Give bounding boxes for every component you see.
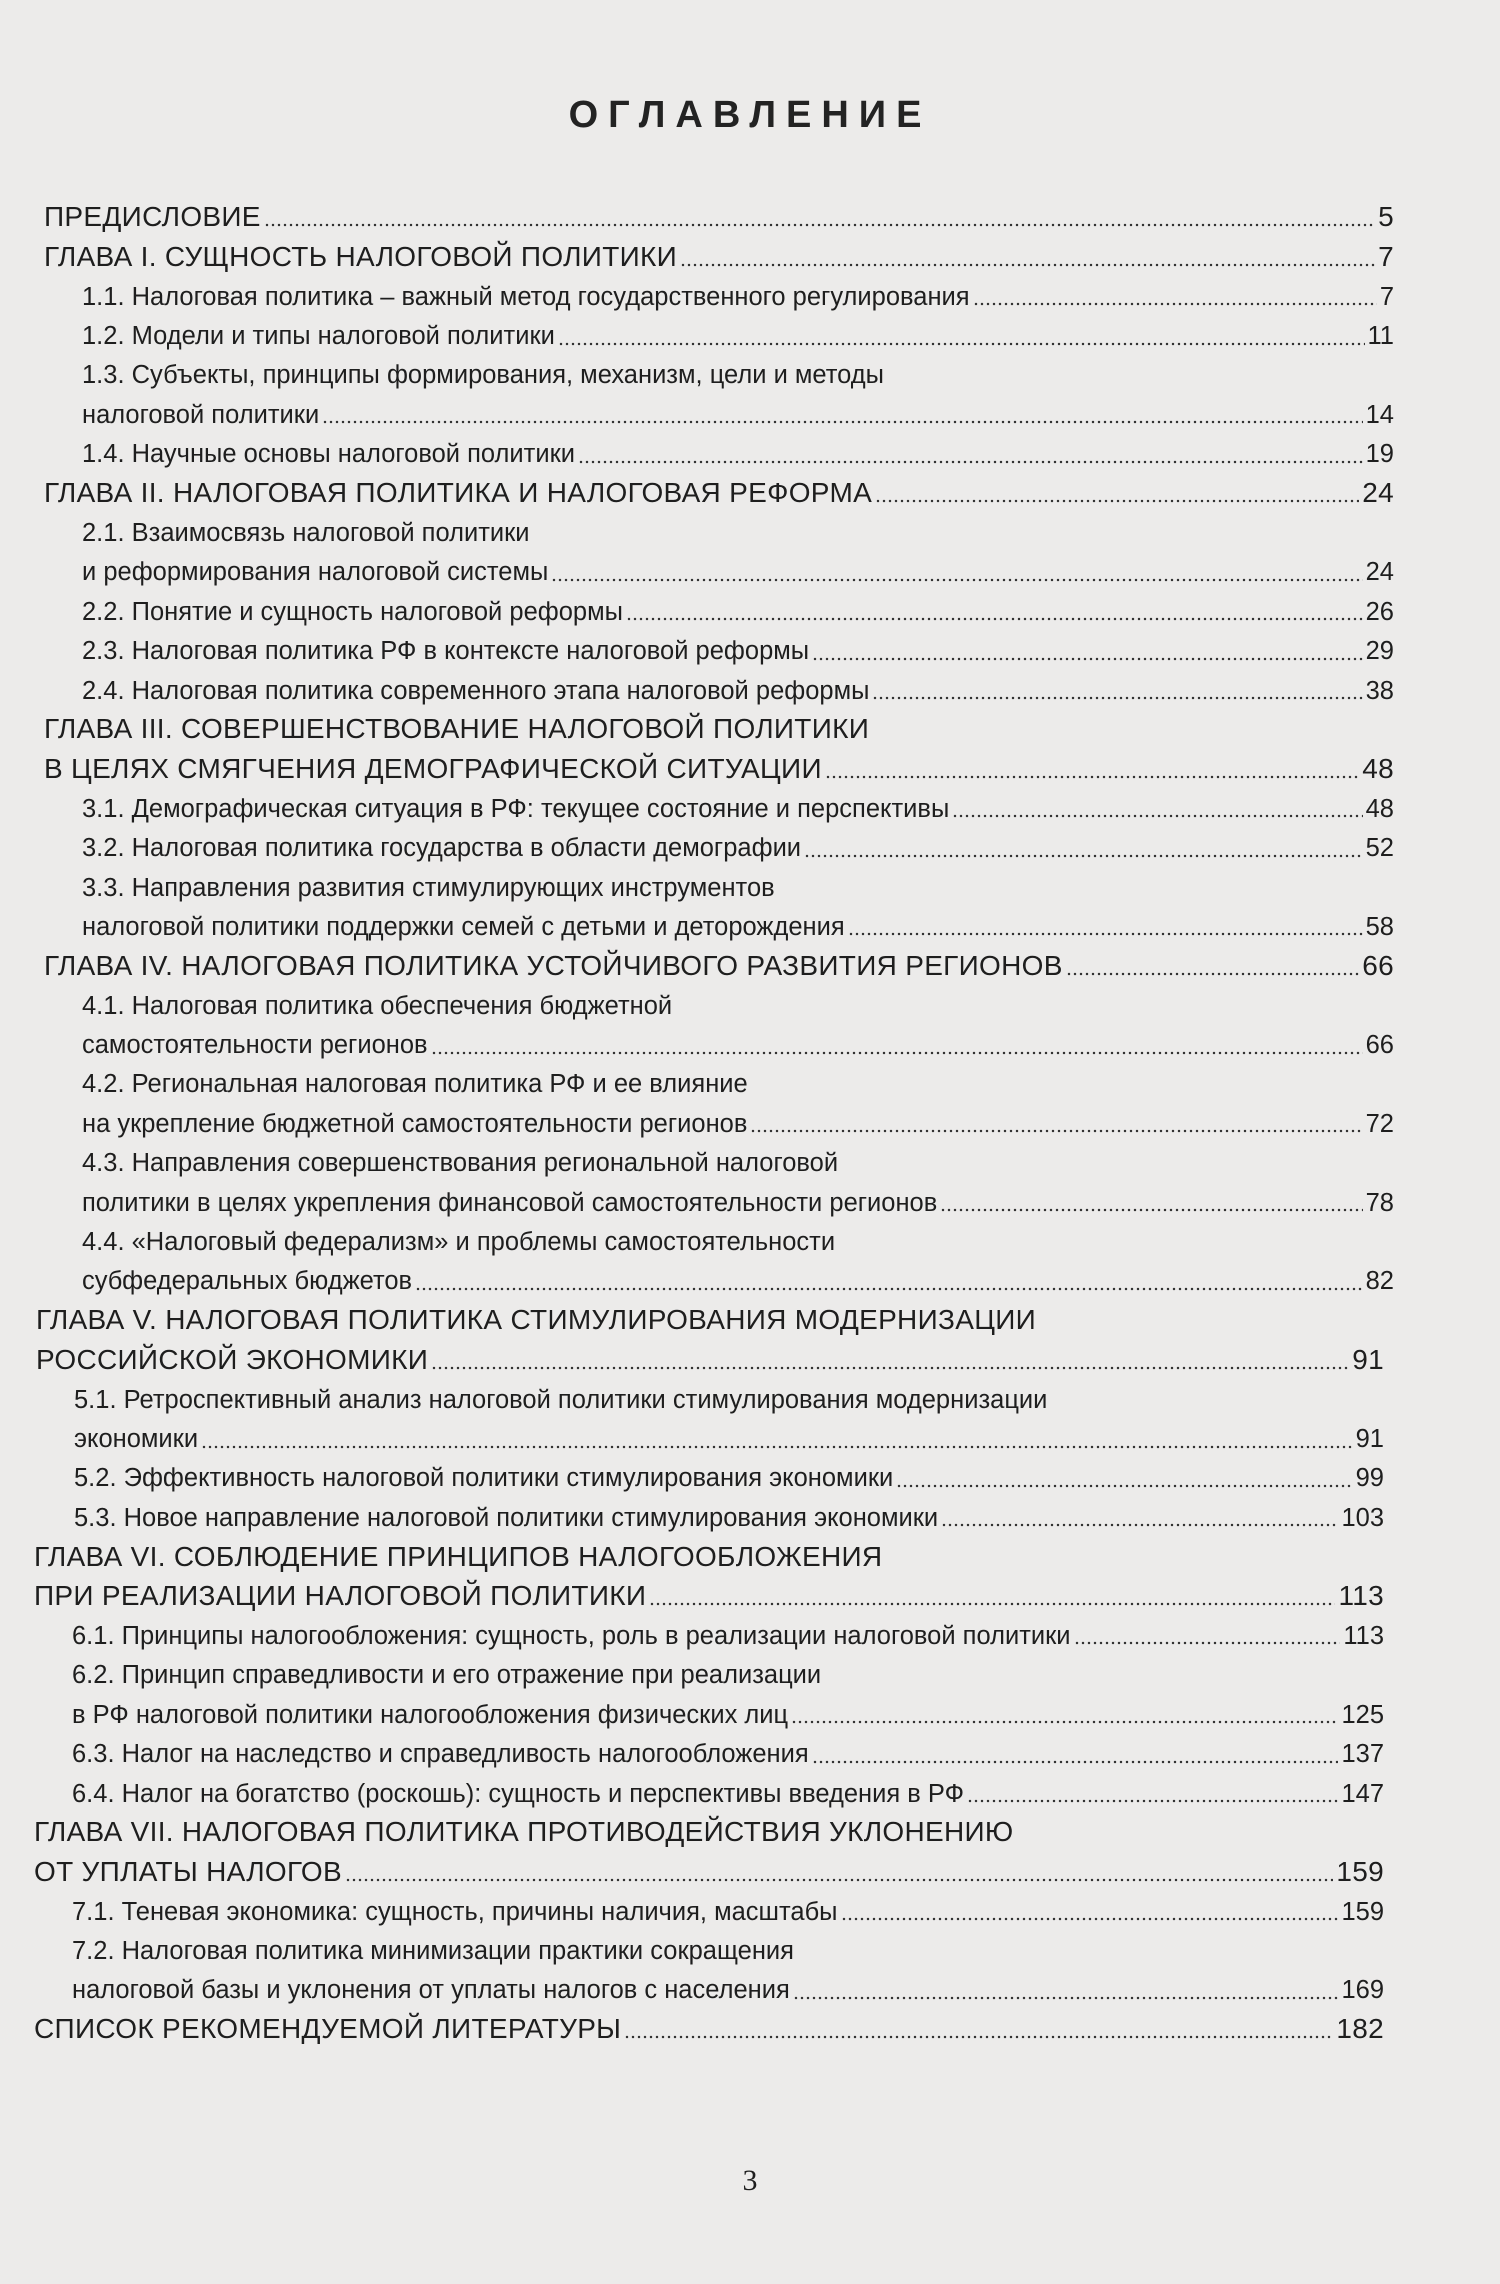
toc-entry-title: ГЛАВА III. СОВЕРШЕНСТВОВАНИЕ НАЛОГОВОЙ ПОЛИТИКИ: [44, 713, 870, 745]
toc-entry-page: 82: [1365, 1267, 1394, 1296]
toc-entry-title: ГЛАВА V. НАЛОГОВАЯ ПОЛИТИКА СТИМУЛИРОВАНИЯ МОДЕРНИЗАЦИИ: [36, 1304, 1037, 1336]
toc-entry-title: на укрепление бюджетной самостоятельности регионов: [82, 1109, 748, 1138]
toc-entry-title: 4.3. Направления совершенствования региональной налоговой: [82, 1149, 839, 1178]
toc-entry-title: 6.4. Налог на богатство (роскошь): сущность и перспективы введения в РФ: [72, 1779, 964, 1808]
toc-section-entry: [0, 1220, 1394, 1259]
toc-entry-page: 48: [1365, 794, 1394, 823]
toc-entry-title: 4.4. «Налоговый федерализм» и проблемы самостоятельности: [82, 1228, 836, 1257]
toc-entry-page: 103: [1341, 1503, 1384, 1532]
dot-leader: [750, 1129, 1362, 1133]
toc-entry-title: ПРИ РЕАЛИЗАЦИИ НАЛОГОВОЙ ПОЛИТИКИ: [34, 1580, 647, 1612]
toc-section-entry: [0, 984, 1394, 1023]
toc-chapter-entry: [0, 472, 1394, 511]
toc-chapter-entry: [0, 1299, 1384, 1338]
dot-leader: [415, 1287, 1363, 1291]
toc-entry-page: 72: [1365, 1109, 1394, 1138]
toc-section-entry: [0, 905, 1394, 944]
dot-leader: [680, 263, 1375, 267]
toc-section-entry: [0, 669, 1394, 708]
page-number: 3: [742, 2164, 758, 2197]
toc-section-entry: [0, 393, 1394, 432]
toc-entry-title: 2.4. Налоговая политика современного этапа налоговой реформы: [82, 676, 870, 705]
dot-leader: [1066, 972, 1360, 976]
toc-entry-page: 159: [1336, 1855, 1384, 1887]
toc-entry-title: ОТ УПЛАТЫ НАЛОГОВ: [34, 1855, 342, 1887]
toc-entry-title: 5.2. Эффективность налоговой политики стимулирования экономики: [74, 1464, 894, 1493]
dot-leader: [812, 1760, 1339, 1764]
toc-entry-page: 147: [1341, 1779, 1384, 1808]
toc-entry-title: 2.2. Понятие и сущность налоговой реформы: [82, 597, 623, 626]
toc-entry-title: 3.3. Направления развития стимулирующих инструментов: [82, 873, 775, 902]
dot-leader: [872, 696, 1362, 700]
toc-entry-title: политики в целях укрепления финансовой самостоятельности регионов: [82, 1188, 938, 1217]
toc-section-entry: [0, 1969, 1384, 2008]
toc-entry-page: 125: [1341, 1700, 1384, 1729]
dot-leader: [812, 657, 1363, 661]
toc-section-entry: [0, 866, 1394, 905]
toc-section-entry: [0, 1772, 1384, 1811]
dot-leader: [431, 1051, 1363, 1055]
toc-entry-page: 29: [1365, 637, 1394, 666]
toc-entry-title: ГЛАВА II. НАЛОГОВАЯ ПОЛИТИКА И НАЛОГОВАЯ РЕФОРМА: [44, 477, 873, 509]
toc-entry-title: 5.3. Новое направление налоговой политики стимулирования экономики: [74, 1503, 939, 1532]
toc-entry-page: 24: [1365, 558, 1394, 587]
toc-entry-page: 14: [1365, 400, 1394, 429]
toc-entry-title: экономики: [74, 1425, 199, 1453]
dot-leader: [875, 499, 1359, 503]
toc-section-entry: [0, 314, 1394, 353]
dot-leader: [973, 302, 1377, 306]
toc-section-entry: [0, 551, 1394, 590]
toc-section-entry: [0, 1102, 1394, 1141]
toc-entry-title: ПРЕДИСЛОВИЕ: [44, 201, 261, 233]
toc-chapter-entry: [0, 1575, 1384, 1614]
toc-chapter-entry: [0, 1850, 1384, 1889]
toc-entry-page: 91: [1355, 1425, 1384, 1453]
toc-chapter-entry: [0, 1811, 1384, 1850]
toc-entry-title: 5.1. Ретроспективный анализ налоговой политики стимулирования модернизации: [74, 1385, 1048, 1414]
page-title: ОГЛАВЛЕНИЕ: [568, 94, 932, 136]
toc-entry-title: 2.1. Взаимосвязь налоговой политики: [82, 519, 530, 548]
toc-entry-page: 7: [1379, 282, 1394, 311]
toc-section-entry: [0, 354, 1394, 393]
toc-entry-title: РОССИЙСКОЙ ЭКОНОМИКИ: [36, 1343, 429, 1375]
toc-entry-page: 113: [1338, 1580, 1384, 1612]
toc-section-entry: [0, 1732, 1384, 1771]
toc-section-entry: [0, 1693, 1384, 1732]
toc-entry-page: 38: [1365, 676, 1394, 705]
toc-entry-page: 169: [1341, 1976, 1384, 2005]
toc-entry-title: 7.2. Налоговая политика минимизации практики сокращения: [72, 1937, 794, 1966]
dot-leader: [967, 1799, 1338, 1803]
toc-chapter-entry: [0, 196, 1394, 235]
dot-leader: [649, 1602, 1335, 1606]
toc-entry-title: налоговой политики: [82, 400, 320, 429]
dot-leader: [952, 814, 1362, 818]
toc-entry-page: 159: [1341, 1897, 1384, 1926]
toc-entry-title: в РФ налоговой политики налогообложения физических лиц: [72, 1700, 789, 1729]
toc-entry-page: 78: [1365, 1188, 1394, 1217]
dot-leader: [345, 1878, 1333, 1882]
toc-entry-title: и реформирования налоговой системы: [82, 558, 549, 587]
dot-leader: [896, 1484, 1352, 1488]
toc-entry-page: 7: [1378, 240, 1394, 272]
toc-chapter-entry: [0, 2008, 1384, 2047]
toc-section-entry: [0, 511, 1394, 550]
toc-entry-title: ГЛАВА VI. СОБЛЮДЕНИЕ ПРИНЦИПОВ НАЛОГООБЛОЖЕНИЯ: [34, 1540, 883, 1572]
toc-chapter-entry: [0, 944, 1394, 983]
dot-leader: [793, 1996, 1339, 2000]
dot-leader: [431, 1366, 1349, 1370]
toc-section-entry: [0, 1023, 1394, 1062]
toc-entry-title: 6.2. Принцип справедливости и его отражение при реализации: [72, 1661, 822, 1690]
toc-entry-page: 91: [1352, 1343, 1384, 1375]
toc-chapter-entry: [0, 235, 1394, 274]
toc-entry-page: 66: [1365, 1031, 1394, 1060]
toc-section-entry: [0, 1890, 1384, 1929]
toc-section-entry: [0, 275, 1394, 314]
dot-leader: [558, 342, 1365, 346]
toc-entry-title: СПИСОК РЕКОМЕНДУЕМОЙ ЛИТЕРАТУРЫ: [34, 2013, 622, 2045]
toc-entry-title: самостоятельности регионов: [82, 1031, 428, 1060]
toc-section-entry: [0, 629, 1394, 668]
toc-entry-title: 3.2. Налоговая политика государства в области демографии: [82, 834, 802, 863]
toc-section-entry: [0, 787, 1394, 826]
dot-leader: [848, 932, 1363, 936]
toc-section-entry: [0, 1653, 1384, 1692]
toc-section-entry: [0, 1260, 1394, 1299]
toc-section-entry: [0, 826, 1394, 865]
toc-section-entry: [0, 1141, 1394, 1180]
dot-leader: [551, 578, 1362, 582]
toc-entry-title: 3.1. Демографическая ситуация в РФ: текущее состояние и перспективы: [82, 794, 950, 823]
toc-section-entry: [0, 1378, 1384, 1417]
dot-leader: [941, 1523, 1338, 1527]
toc-entry-title: налоговой базы и уклонения от уплаты налогов с населения: [72, 1976, 790, 2005]
dot-leader: [578, 460, 1363, 464]
toc-entry-page: 24: [1362, 477, 1394, 509]
toc-entry-title: ГЛАВА IV. НАЛОГОВАЯ ПОЛИТИКА УСТОЙЧИВОГО РАЗВИТИЯ РЕГИОНОВ: [44, 949, 1063, 981]
toc-entry-page: 11: [1367, 322, 1394, 351]
dot-leader: [841, 1917, 1339, 1921]
toc-section-entry: [0, 1417, 1384, 1456]
dot-leader: [322, 420, 1362, 424]
toc-chapter-entry: [0, 1338, 1384, 1377]
dot-leader: [264, 223, 1375, 227]
toc-entry-title: субфедеральных бюджетов: [82, 1267, 413, 1296]
toc-section-entry: [0, 1929, 1384, 1968]
toc-entry-page: 66: [1362, 949, 1394, 981]
dot-leader: [1074, 1641, 1341, 1645]
toc-entry-title: ГЛАВА I. СУЩНОСТЬ НАЛОГОВОЙ ПОЛИТИКИ: [44, 240, 678, 272]
toc-entry-page: 19: [1365, 440, 1394, 469]
dot-leader: [940, 1208, 1362, 1212]
toc-entry-title: 1.3. Субъекты, принципы формирования, механизм, цели и методы: [82, 361, 884, 390]
toc-entry-page: 52: [1365, 834, 1394, 863]
dot-leader: [791, 1720, 1338, 1724]
toc-section-entry: [0, 1457, 1384, 1496]
toc-entry-page: 113: [1343, 1621, 1384, 1650]
dot-leader: [624, 2035, 1333, 2039]
toc-entry-page: 182: [1336, 2013, 1384, 2045]
toc-entry-title: 1.1. Налоговая политика – важный метод государственного регулирования: [82, 282, 970, 311]
toc-section-entry: [0, 1614, 1384, 1653]
toc-entry-title: ГЛАВА VII. НАЛОГОВАЯ ПОЛИТИКА ПРОТИВОДЕЙСТВИЯ УКЛОНЕНИЮ: [34, 1816, 1014, 1848]
toc-section-entry: [0, 432, 1394, 471]
toc-entry-title: 1.4. Научные основы налоговой политики: [82, 440, 575, 469]
toc-entry-title: 4.2. Региональная налоговая политика РФ и ее влияние: [82, 1070, 748, 1099]
toc-entry-page: 99: [1355, 1464, 1384, 1493]
dot-leader: [825, 775, 1359, 779]
toc-entry-page: 58: [1365, 912, 1394, 941]
toc-entry-title: 2.3. Налоговая политика РФ в контексте налоговой реформы: [82, 637, 810, 666]
toc-chapter-entry: [0, 708, 1394, 747]
toc-section-entry: [0, 1181, 1394, 1220]
toc-entry-title: 6.3. Налог на наследство и справедливость налогообложения: [72, 1740, 809, 1769]
toc-chapter-entry: [0, 747, 1394, 786]
toc-entry-title: 6.1. Принципы налогообложения: сущность, роль в реализации налоговой политики: [72, 1621, 1071, 1650]
dot-leader: [804, 854, 1363, 858]
toc-entry-title: налоговой политики поддержки семей с детьми и деторождения: [82, 912, 845, 941]
toc-entry-title: 1.2. Модели и типы налоговой политики: [82, 322, 555, 351]
toc-entry-title: 7.1. Теневая экономика: сущность, причины наличия, масштабы: [72, 1897, 838, 1926]
toc-chapter-entry: [0, 1535, 1384, 1574]
table-of-contents: [0, 196, 1500, 2047]
toc-entry-title: В ЦЕЛЯХ СМЯГЧЕНИЯ ДЕМОГРАФИЧЕСКОЙ СИТУАЦИИ: [44, 752, 822, 784]
toc-section-entry: [0, 1496, 1384, 1535]
toc-section-entry: [0, 590, 1394, 629]
toc-section-entry: [0, 1063, 1394, 1102]
toc-entry-title: 4.1. Налоговая политика обеспечения бюджетной: [82, 991, 673, 1020]
toc-entry-page: 137: [1341, 1740, 1384, 1769]
dot-leader: [626, 617, 1363, 621]
dot-leader: [201, 1445, 1353, 1449]
toc-entry-page: 26: [1365, 597, 1394, 626]
toc-entry-page: 48: [1362, 752, 1394, 784]
toc-entry-page: 5: [1378, 201, 1394, 233]
